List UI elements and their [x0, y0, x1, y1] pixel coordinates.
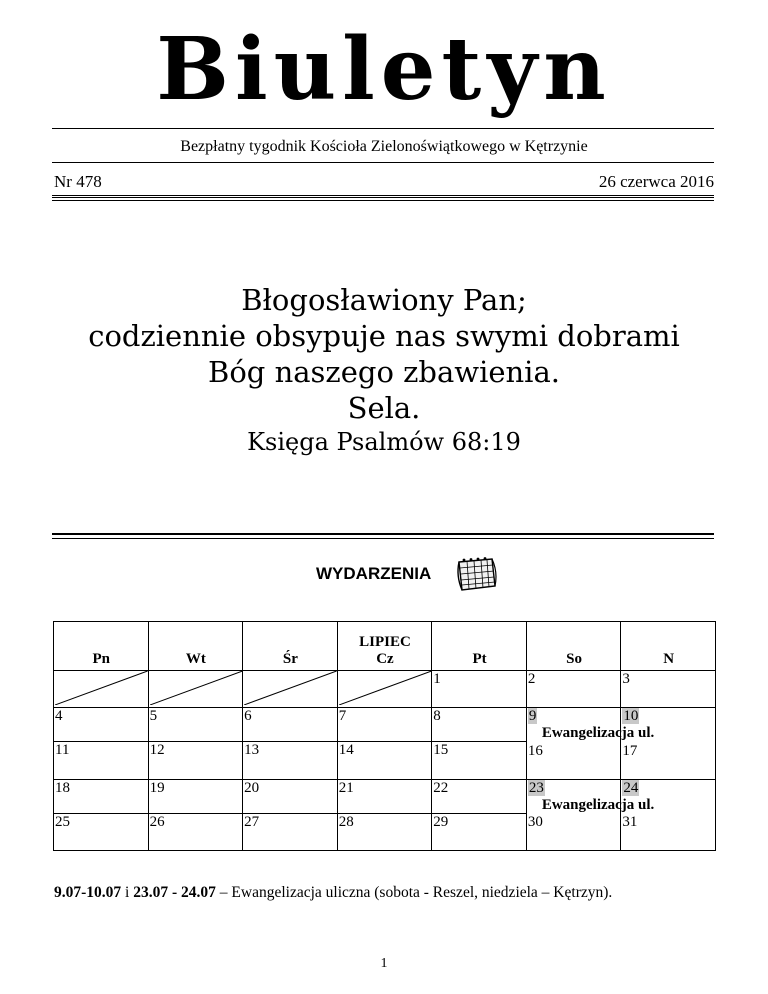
weekday-header: Wt — [148, 622, 243, 671]
weekday-header: Pn — [54, 622, 149, 671]
weekday-header: N — [621, 622, 716, 671]
verse-line: Sela. — [347, 391, 421, 425]
calendar-week-row — [54, 779, 716, 813]
day-cell: 29 — [432, 813, 527, 851]
day-cell: 8 — [432, 708, 527, 742]
empty-cell-slash — [55, 671, 148, 705]
calendar-week-row — [54, 708, 716, 742]
calendar-week-row — [54, 671, 716, 708]
events-heading: WYDARZENIA — [316, 564, 432, 583]
note-connector: i — [125, 884, 130, 901]
verse — [0, 282, 768, 426]
divider — [52, 200, 714, 201]
divider — [52, 533, 714, 535]
day-cell: 19 — [148, 779, 243, 813]
day-cell: 5 — [148, 708, 243, 742]
day-cell: 26 — [148, 813, 243, 851]
event-label: Ewangelizacja ul. — [541, 796, 655, 813]
highlighted-day: 23 — [528, 779, 544, 796]
day-cell: 22 — [432, 779, 527, 813]
day-cell: 20 — [243, 779, 338, 813]
note-text: – Ewangelizacja uliczna (sobota - Reszel, niedziela – Kętrzyn). — [219, 884, 613, 901]
issue-date: 26 czerwca 2016 — [598, 172, 714, 191]
day-cell: 15 — [432, 742, 527, 780]
weekday-header: So — [526, 622, 621, 671]
events-note — [54, 882, 714, 904]
divider — [52, 128, 714, 129]
day-cell: 4 — [54, 708, 149, 742]
day-cell: 21 — [337, 779, 432, 813]
day-cell: 31 — [621, 813, 716, 851]
verse-line: Błogosławiony Pan; — [241, 283, 527, 317]
day-cell: 11 — [54, 742, 149, 780]
empty-cell-slash — [244, 671, 337, 705]
day-cell: 17 — [621, 742, 716, 780]
empty-day-cell — [54, 671, 149, 708]
weekday-header: Pt — [432, 622, 527, 671]
weekday-header — [337, 622, 432, 671]
day-cell: 25 — [54, 813, 149, 851]
subtitle: Bezpłatny tygodnik Kościoła Zielonoświątkowego w Kętrzynie — [180, 138, 588, 155]
highlighted-day: 10 — [623, 708, 639, 724]
empty-cell-slash — [339, 671, 432, 705]
calendar-table — [53, 621, 716, 851]
empty-cell-slash — [150, 671, 243, 705]
empty-day-cell — [148, 671, 243, 708]
calendar-week-row — [54, 813, 716, 851]
verse-line: Bóg naszego zbawienia. — [208, 355, 560, 389]
highlighted-day: 24 — [623, 779, 639, 796]
empty-day-cell — [243, 671, 338, 708]
day-cell: 16 — [526, 742, 621, 780]
divider — [52, 195, 714, 198]
weekday-header: Cz — [376, 651, 394, 667]
date-range: 23.07 - 24.07 — [133, 884, 216, 901]
verse-line: codziennie obsypuje nas swymi dobrami — [88, 319, 680, 353]
day-cell: 18 — [54, 779, 149, 813]
calendar-week-row — [54, 742, 716, 780]
day-cell: 3 — [621, 671, 716, 708]
day-cell: 28 — [337, 813, 432, 851]
masthead: Biuletyn — [156, 19, 612, 120]
verse-reference: Księga Psalmów 68:19 — [247, 428, 521, 456]
divider — [52, 162, 714, 163]
day-cell: 12 — [148, 742, 243, 780]
day-cell: 13 — [243, 742, 338, 780]
event-label: Ewangelizacja ul. — [541, 725, 655, 741]
month-title: LIPIEC — [359, 634, 411, 650]
day-cell: 2 — [526, 671, 621, 708]
highlighted-day: 9 — [528, 708, 537, 724]
page-number: 1 — [380, 956, 388, 971]
day-cell: 1 — [432, 671, 527, 708]
issue-number: Nr 478 — [54, 172, 102, 191]
day-cell: 30 — [526, 813, 621, 851]
empty-day-cell — [337, 671, 432, 708]
day-cell: 7 — [337, 708, 432, 742]
day-cell: 6 — [243, 708, 338, 742]
calendar-icon — [454, 556, 498, 592]
calendar-header-row — [54, 622, 716, 671]
day-cell: 14 — [337, 742, 432, 780]
date-range: 9.07-10.07 — [54, 884, 122, 901]
divider — [52, 538, 714, 539]
weekday-header: Śr — [243, 622, 338, 671]
day-cell: 27 — [243, 813, 338, 851]
